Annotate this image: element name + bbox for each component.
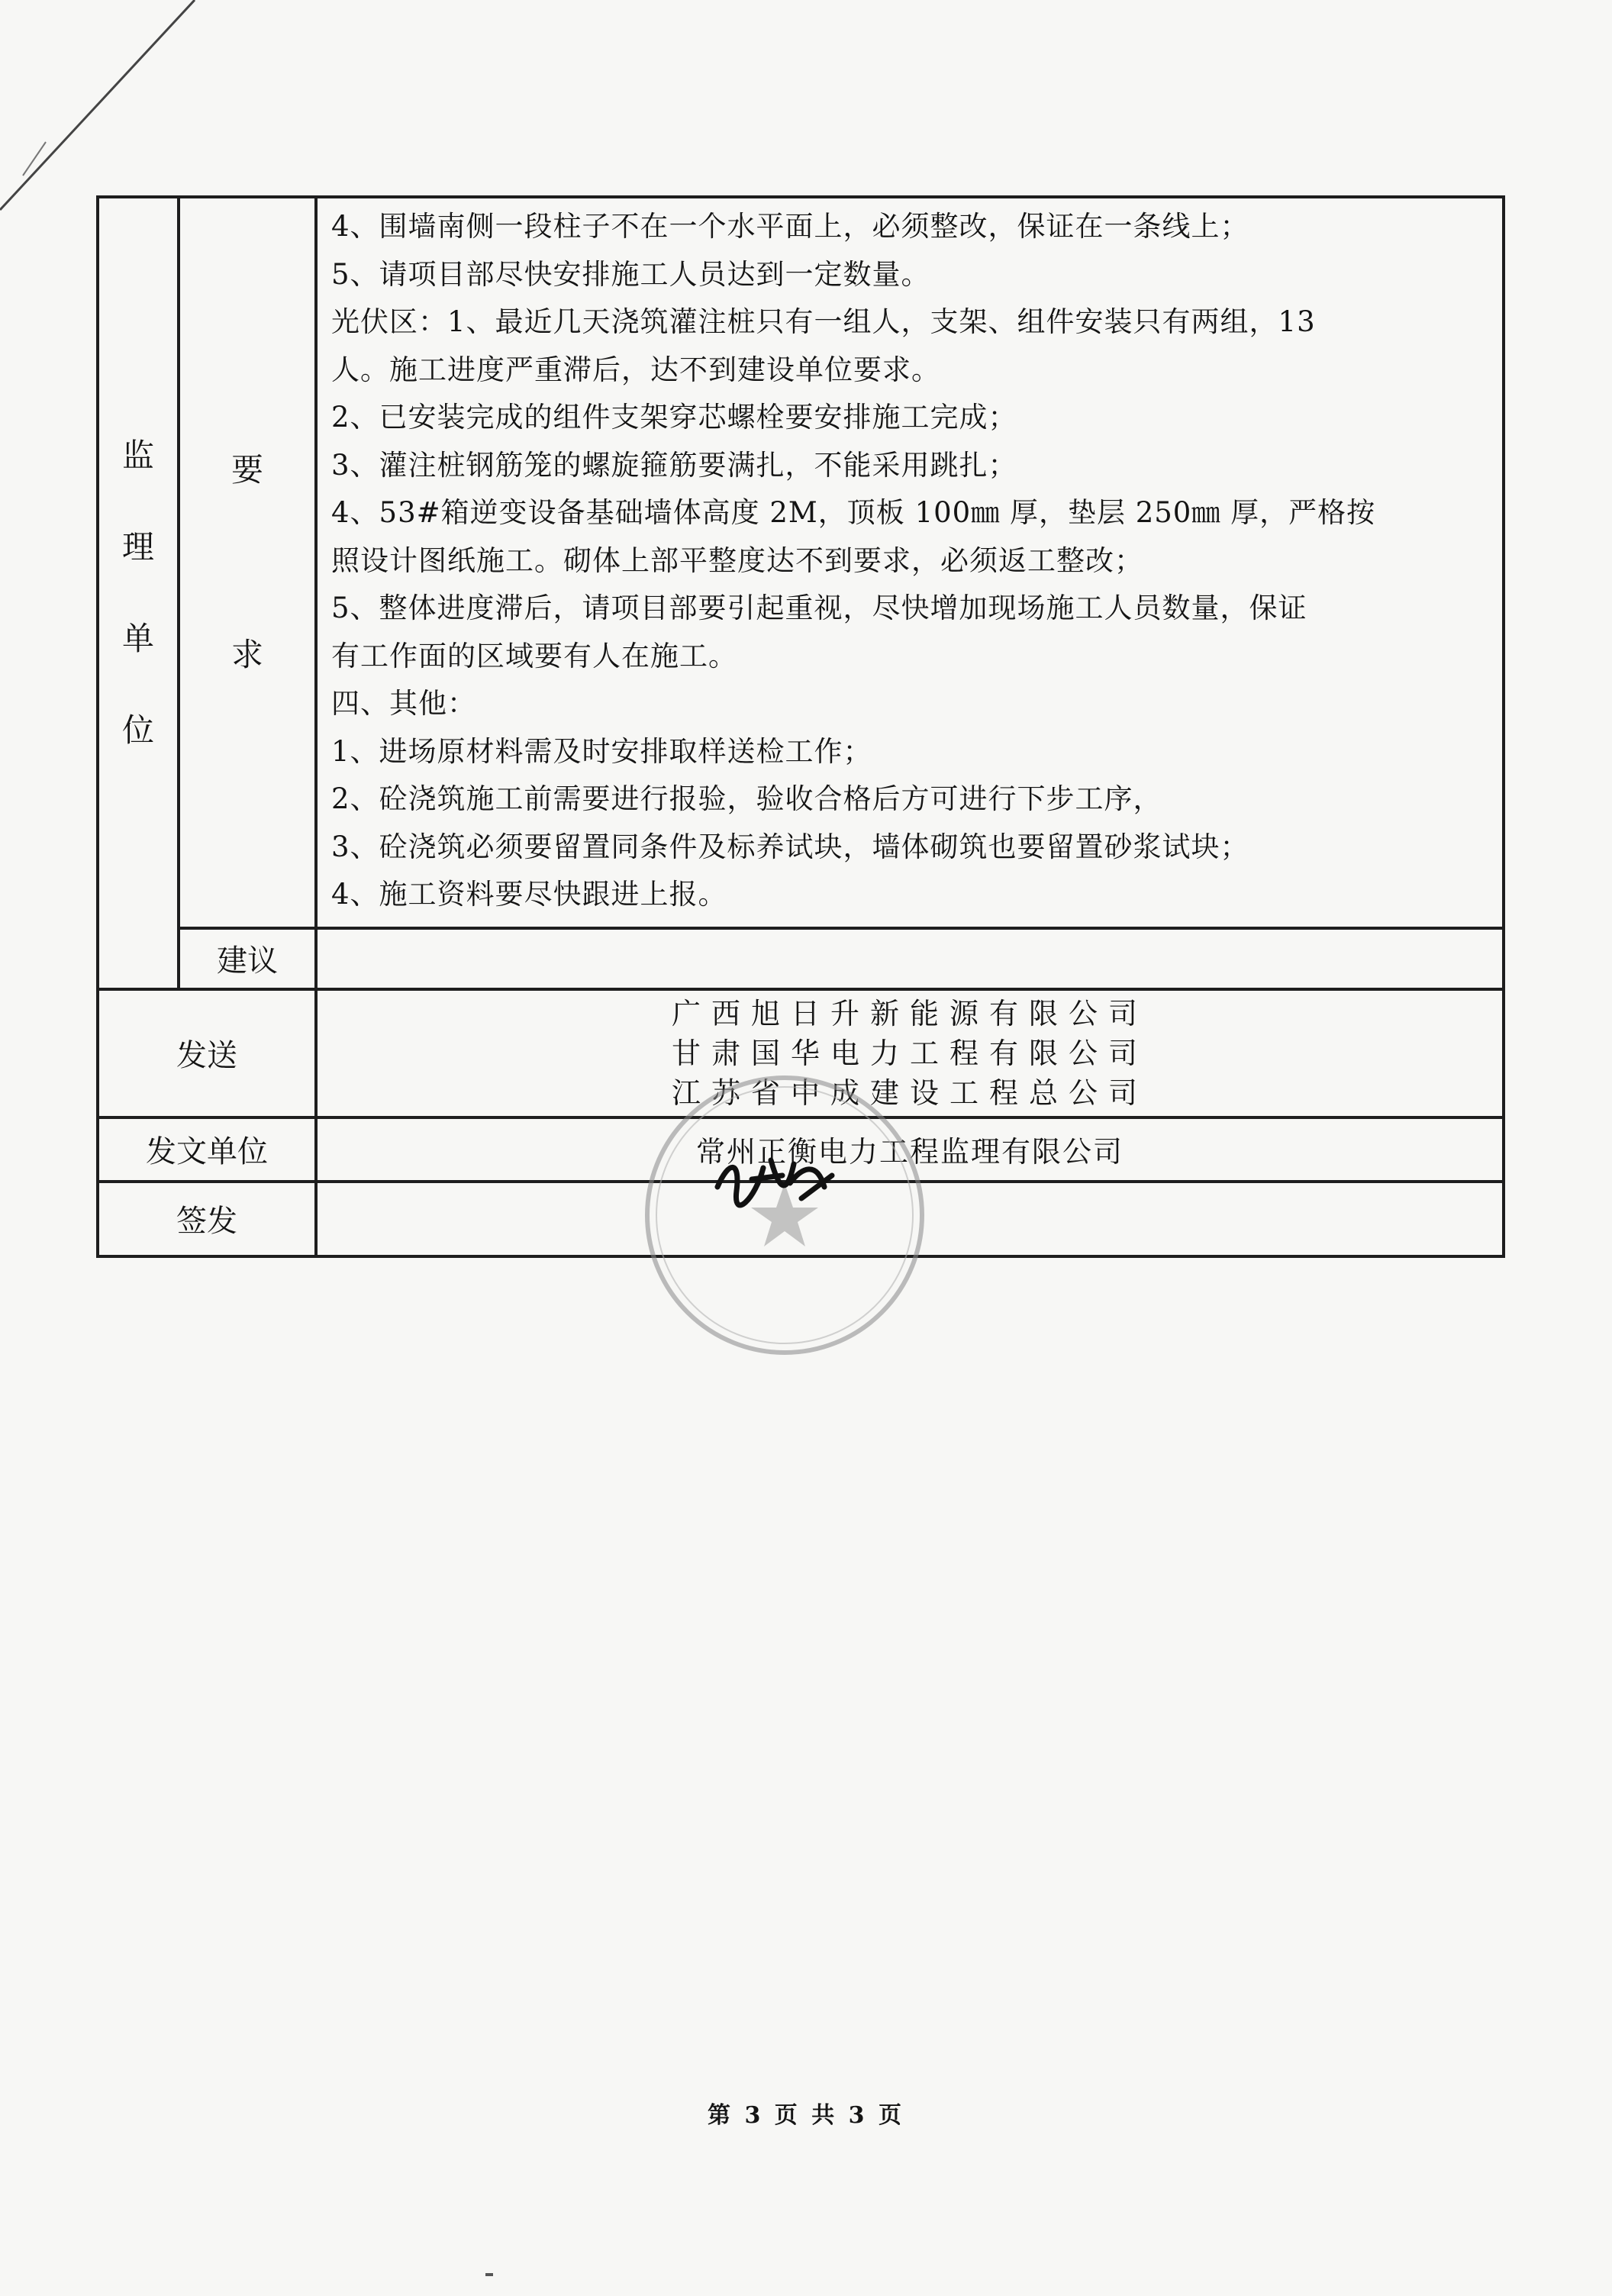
issuer-label: 发文单位	[98, 1117, 316, 1182]
requirement-line: 5、请项目部尽快安排施工人员达到一定数量。	[331, 257, 930, 291]
recipient-company: 甘肃国华电力工程有限公司	[671, 1036, 1148, 1070]
unit-label-char: 监	[121, 436, 154, 474]
requirement-line: 照设计图纸施工。砌体上部平整度达不到要求，必须返工整改；	[331, 543, 1143, 577]
recipient-list	[316, 989, 1504, 1117]
requirements-label	[179, 197, 316, 928]
sign-label: 签发	[98, 1182, 316, 1256]
supervision-unit-label	[98, 197, 179, 989]
requirements-label-char: 要	[231, 450, 263, 489]
requirement-line: 人。施工进度严重滞后，达不到建设单位要求。	[331, 353, 940, 386]
sign-value	[316, 1182, 1504, 1256]
requirement-line: 4、施工资料要尽快跟进上报。	[331, 878, 727, 911]
requirement-line: 光伏区：1、最近几天浇筑灌注桩只有一组人，支架、组件安装只有两组，13	[331, 305, 1316, 338]
page-number: 第 3 页 共 3 页	[708, 2102, 904, 2129]
requirement-line: 4、围墙南侧一段柱子不在一个水平面上，必须整改，保证在一条线上；	[331, 210, 1249, 243]
suggestion-value	[316, 928, 1504, 989]
requirement-line: 5、整体进度滞后，请项目部要引起重视，尽快增加现场施工人员数量，保证	[331, 592, 1307, 624]
requirement-line: 四、其他：	[331, 687, 476, 720]
unit-label-char: 位	[121, 711, 154, 749]
requirement-line: 有工作面的区域要有人在施工。	[331, 639, 737, 672]
issuer-name: 常州正衡电力工程监理有限公司	[316, 1117, 1504, 1182]
suggestion-label: 建议	[179, 928, 316, 989]
scan-mark	[485, 2273, 493, 2276]
requirements-label-char: 求	[231, 635, 263, 673]
requirement-line: 2、已安装完成的组件支架穿芯螺栓要安排施工完成；	[331, 401, 1017, 434]
recipient-company: 广西旭日升新能源有限公司	[671, 996, 1148, 1030]
paper-fold-line	[0, 0, 229, 229]
requirement-line: 1、进场原材料需及时安排取样送检工作；	[331, 734, 872, 768]
supervision-notice-table	[96, 195, 1505, 1258]
requirement-line: 2、砼浇筑施工前需要进行报验，验收合格后方可进行下步工序，	[331, 782, 1162, 815]
unit-label-char: 单	[121, 619, 154, 657]
requirement-line: 4、53#箱逆变设备基础墙体高度 2M，顶板 100㎜ 厚，垫层 250㎜ 厚，严格按	[331, 496, 1376, 529]
recipient-company: 江苏省中成建设工程总公司	[671, 1075, 1148, 1110]
requirements-content	[316, 197, 1504, 928]
requirement-line: 3、灌注桩钢筋笼的螺旋箍筋要满扎，不能采用跳扎；	[331, 448, 1017, 482]
unit-label-char: 理	[121, 527, 154, 566]
requirement-line: 3、砼浇筑必须要留置同条件及标养试块，墙体砌筑也要留置砂浆试块；	[331, 830, 1249, 863]
send-label: 发送	[98, 989, 316, 1117]
